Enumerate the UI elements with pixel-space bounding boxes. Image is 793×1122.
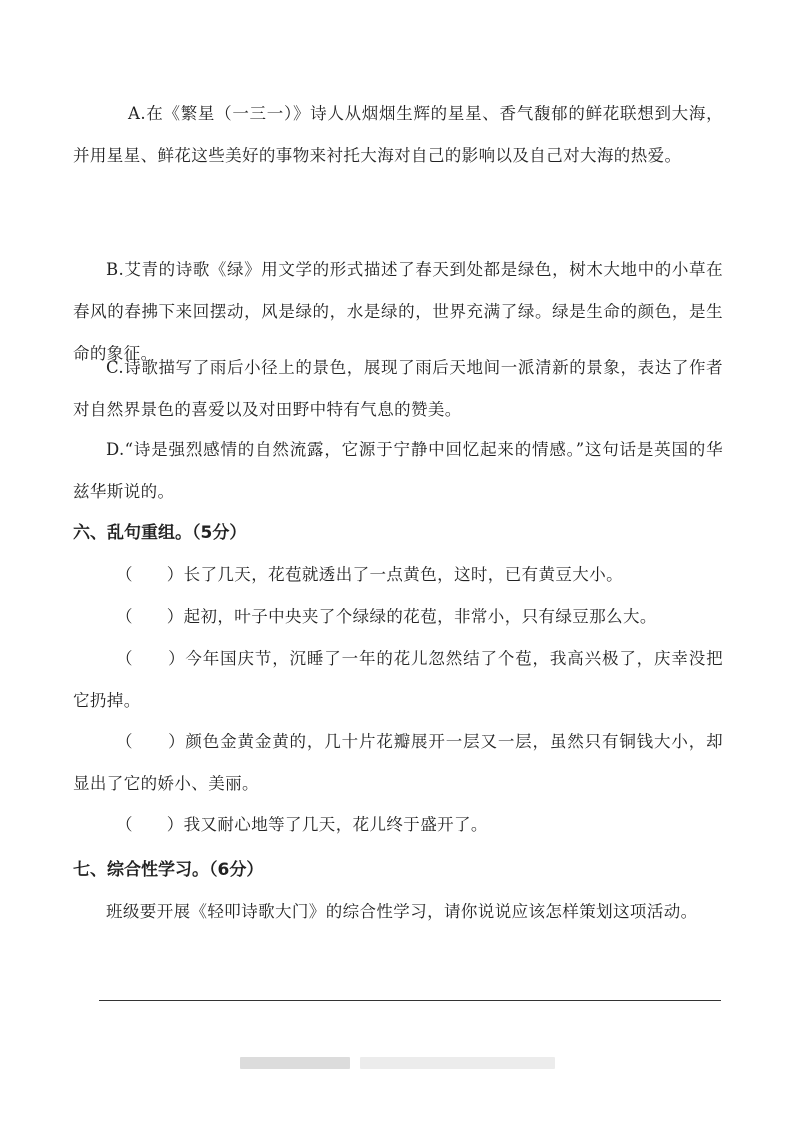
option-a-paragraph: A.在《繁星（一三一）》诗人从烟烟生辉的星星、香气馥郁的鲜花联想到大海，并用星星、鲜花这些美好的事物来衬托大海对自己的影响以及自己对大海的热爱。 [73,104,723,165]
blurred-footer-left [240,1057,350,1069]
answer-line [99,1000,721,1001]
section-6-heading: 六、乱句重组。（5分） [73,523,247,543]
reorder-item-2: （ ）起初，叶子中央夹了个绿绿的花苞，非常小，只有绿豆那么大。 [116,607,657,626]
reorder-item-1: （ ）长了几天，花苞就透出了一点黄色，这时，已有黄豆大小。 [116,565,623,584]
option-c-paragraph: C.诗歌描写了雨后小径上的景色，展现了雨后天地间一派清新的景象，表达了作者对自然界景色的喜爱以及对田野中特有气息的赞美。 [73,358,723,419]
blurred-footer-right [360,1057,555,1069]
reorder-item-4: （ ）颜色金黄金黄的，几十片花瓣展开一层又一层，虽然只有铜钱大小，却显出了它的娇小、美丽。 [73,732,723,793]
reorder-item-3: （ ）今年国庆节，沉睡了一年的花儿忽然结了个苞，我高兴极了，庆幸没把它扔掉。 [73,649,723,710]
option-b-paragraph: B.艾青的诗歌《绿》用文学的形式描述了春天到处都是绿色，树木大地中的小草在春风的春拂下来回摆动，风是绿的，水是绿的，世界充满了绿。绿是生命的颜色，是生命的象征。 [73,260,723,363]
section-7-prompt: 班级要开展《轻叩诗歌大门》的综合性学习，请你说说应该怎样策划这项活动。 [106,902,698,921]
section-7-heading: 七、综合性学习。（6分） [73,860,264,880]
option-d-paragraph: D.“诗是强烈感情的自然流露，它源于宁静中回忆起来的情感。”这句话是英国的华兹华斯说的。 [73,440,723,501]
reorder-item-5: （ ）我又耐心地等了几天，花儿终于盛开了。 [116,815,488,834]
